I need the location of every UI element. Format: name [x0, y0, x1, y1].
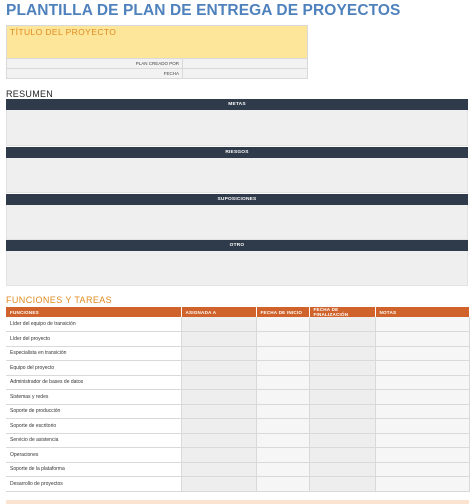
function-cell[interactable]: Líder del proyecto — [6, 332, 181, 347]
functions-table — [6, 307, 470, 492]
table-row — [6, 477, 469, 492]
risks-header: RIESGOS — [6, 147, 468, 158]
start-date-cell[interactable] — [256, 433, 309, 448]
notes-cell[interactable] — [375, 361, 469, 376]
start-date-cell[interactable] — [256, 317, 309, 332]
notes-cell[interactable] — [375, 332, 469, 347]
start-date-cell[interactable] — [256, 346, 309, 361]
function-cell[interactable]: Líder del equipo de transición — [6, 317, 181, 332]
assigned-to-cell[interactable] — [181, 462, 256, 477]
assumptions-header: SUPOSICIONES — [6, 194, 468, 205]
table-row — [6, 317, 469, 332]
bottom-strip — [6, 500, 469, 504]
table-row — [6, 448, 469, 463]
assigned-to-cell[interactable] — [181, 332, 256, 347]
column-header-start-date: FECHA DE INICIO — [256, 307, 309, 317]
function-cell[interactable]: Soporte de escritorio — [6, 419, 181, 434]
page-title: PLANTILLA DE PLAN DE ENTREGA DE PROYECTOS — [6, 2, 401, 19]
function-cell[interactable]: Servicio de asistencia — [6, 433, 181, 448]
table-row — [6, 419, 469, 434]
assigned-to-cell[interactable] — [181, 346, 256, 361]
table-row — [6, 346, 469, 361]
plan-created-by-field[interactable] — [183, 59, 307, 68]
table-row — [6, 390, 469, 405]
assumptions-field[interactable] — [6, 205, 468, 240]
assigned-to-cell[interactable] — [181, 317, 256, 332]
project-info-block — [6, 25, 308, 79]
notes-cell[interactable] — [375, 317, 469, 332]
function-cell[interactable]: Soporte de la plataforma — [6, 462, 181, 477]
functions-heading: FUNCIONES Y TAREAS — [6, 295, 113, 305]
notes-cell[interactable] — [375, 346, 469, 361]
function-cell[interactable]: Sistemas y redes — [6, 390, 181, 405]
column-header-notes: NOTAS — [375, 307, 469, 317]
goals-field[interactable] — [6, 110, 468, 146]
start-date-cell[interactable] — [256, 404, 309, 419]
end-date-cell[interactable] — [309, 375, 375, 390]
function-cell[interactable]: Soporte de producción — [6, 404, 181, 419]
other-header: OTRO — [6, 240, 468, 251]
date-row — [6, 69, 308, 79]
assigned-to-cell[interactable] — [181, 361, 256, 376]
end-date-cell[interactable] — [309, 448, 375, 463]
end-date-cell[interactable] — [309, 332, 375, 347]
function-cell[interactable]: Especialista en transición — [6, 346, 181, 361]
end-date-cell[interactable] — [309, 419, 375, 434]
table-row — [6, 332, 469, 347]
start-date-cell[interactable] — [256, 477, 309, 492]
functions-table-header — [6, 307, 469, 317]
assigned-to-cell[interactable] — [181, 477, 256, 492]
notes-cell[interactable] — [375, 404, 469, 419]
table-row — [6, 433, 469, 448]
start-date-cell[interactable] — [256, 361, 309, 376]
assigned-to-cell[interactable] — [181, 433, 256, 448]
assigned-to-cell[interactable] — [181, 448, 256, 463]
function-cell[interactable]: Administrador de bases de datos — [6, 375, 181, 390]
assigned-to-cell[interactable] — [181, 375, 256, 390]
summary-section-risks — [6, 147, 468, 193]
start-date-cell[interactable] — [256, 390, 309, 405]
table-row — [6, 375, 469, 390]
column-header-functions: FUNCIONES — [6, 307, 181, 317]
goals-header: METAS — [6, 99, 468, 110]
notes-cell[interactable] — [375, 419, 469, 434]
plan-created-by-row — [6, 59, 308, 69]
start-date-cell[interactable] — [256, 419, 309, 434]
date-label: FECHA — [7, 69, 183, 78]
table-row — [6, 361, 469, 376]
end-date-cell[interactable] — [309, 361, 375, 376]
assigned-to-cell[interactable] — [181, 404, 256, 419]
start-date-cell[interactable] — [256, 332, 309, 347]
end-date-cell[interactable] — [309, 477, 375, 492]
assigned-to-cell[interactable] — [181, 390, 256, 405]
table-row — [6, 404, 469, 419]
notes-cell[interactable] — [375, 390, 469, 405]
start-date-cell[interactable] — [256, 375, 309, 390]
column-header-assigned-to: ASIGNADA A — [181, 307, 256, 317]
start-date-cell[interactable] — [256, 448, 309, 463]
start-date-cell[interactable] — [256, 462, 309, 477]
date-field[interactable] — [183, 69, 307, 78]
column-header-end-date: FECHA DE FINALIZACIÓN — [309, 307, 375, 317]
notes-cell[interactable] — [375, 448, 469, 463]
notes-cell[interactable] — [375, 433, 469, 448]
project-title-field[interactable] — [6, 25, 308, 59]
summary-section-other — [6, 240, 468, 286]
function-cell[interactable]: Equipo del proyecto — [6, 361, 181, 376]
summary-section-goals — [6, 99, 468, 146]
end-date-cell[interactable] — [309, 317, 375, 332]
end-date-cell[interactable] — [309, 404, 375, 419]
end-date-cell[interactable] — [309, 462, 375, 477]
notes-cell[interactable] — [375, 477, 469, 492]
assigned-to-cell[interactable] — [181, 419, 256, 434]
table-row — [6, 462, 469, 477]
summary-heading: RESUMEN — [6, 89, 54, 99]
notes-cell[interactable] — [375, 375, 469, 390]
risks-field[interactable] — [6, 158, 468, 193]
function-cell[interactable]: Desarrollo de proyectos — [6, 477, 181, 492]
end-date-cell[interactable] — [309, 390, 375, 405]
summary-section-assumptions — [6, 194, 468, 240]
project-title-label: TÍTULO DEL PROYECTO — [10, 27, 117, 37]
notes-cell[interactable] — [375, 462, 469, 477]
end-date-cell[interactable] — [309, 346, 375, 361]
function-cell[interactable]: Operaciones — [6, 448, 181, 463]
other-field[interactable] — [6, 251, 468, 286]
end-date-cell[interactable] — [309, 433, 375, 448]
plan-created-by-label: PLAN CREADO POR — [7, 59, 183, 68]
